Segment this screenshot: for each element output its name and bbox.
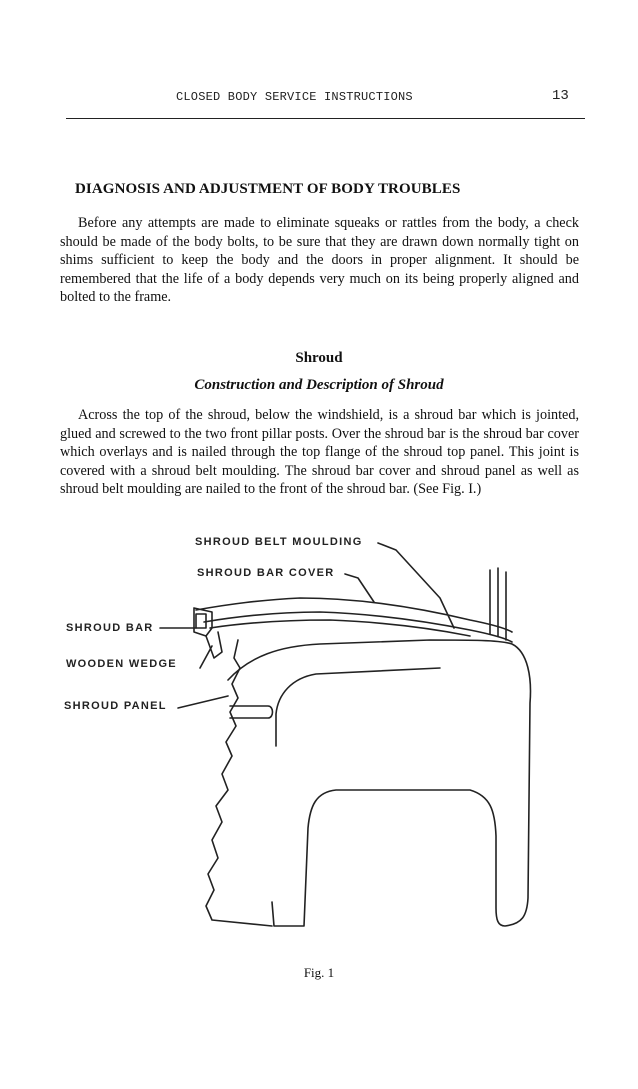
leader-shroud-panel	[178, 696, 228, 708]
header-rule	[66, 118, 585, 119]
leader-wooden-wedge	[200, 646, 212, 668]
running-title: CLOSED BODY SERVICE INSTRUCTIONS	[176, 90, 413, 104]
shroud-figure	[0, 528, 638, 968]
panel-rod	[230, 706, 273, 718]
figure-caption: Fig. 1	[303, 965, 335, 980]
leader-bar-cover	[345, 574, 374, 602]
shroud-paragraph: Across the top of the shroud, below the windshield, is a shroud bar which is jointed, glued and screwed to the two front pillar posts. Over the shroud bar is the shroud bar cover which overlays and is nailed through the top flange of the shroud top panel. This joint is covered with a shroud belt moulding. The shroud bar cover and shroud panel as well as shroud belt moulding are nailed to the front of the shroud bar. (See Fig. I.)	[60, 407, 579, 498]
page-number: 13	[552, 88, 569, 104]
bar-cover-lower	[204, 612, 512, 642]
label-wooden-wedge: WOODEN WEDGE	[66, 658, 177, 670]
leader-belt-moulding	[378, 543, 454, 628]
intro-paragraph: Before any attempts are made to eliminate squeaks or rattles from the body, a check should be made of the body bolts, to be sure that they are drawn down normally tight on shims sufficient to keep the body and the doors in proper alignment. It should be remembered that the life of a body depends very much on its being properly aligned and bolted to the frame.	[60, 215, 579, 306]
label-shroud-bar: SHROUD BAR	[66, 622, 154, 634]
shroud-illustration	[0, 528, 638, 968]
label-bar-cover: SHROUD BAR COVER	[197, 567, 335, 579]
panel-fold-line	[276, 668, 440, 746]
shroud-bar-block	[196, 614, 206, 628]
label-belt-moulding: SHROUD BELT MOULDING	[195, 536, 363, 548]
label-shroud-panel: SHROUD PANEL	[64, 700, 167, 712]
shroud-body-outline	[228, 640, 530, 926]
bar-cover-top	[196, 598, 512, 632]
section-title: DIAGNOSIS AND ADJUSTMENT OF BODY TROUBLES	[75, 181, 461, 197]
shroud-heading: Shroud	[295, 350, 343, 366]
torn-panel-edge	[206, 640, 272, 926]
shroud-subheading: Construction and Description of Shroud	[194, 377, 444, 393]
